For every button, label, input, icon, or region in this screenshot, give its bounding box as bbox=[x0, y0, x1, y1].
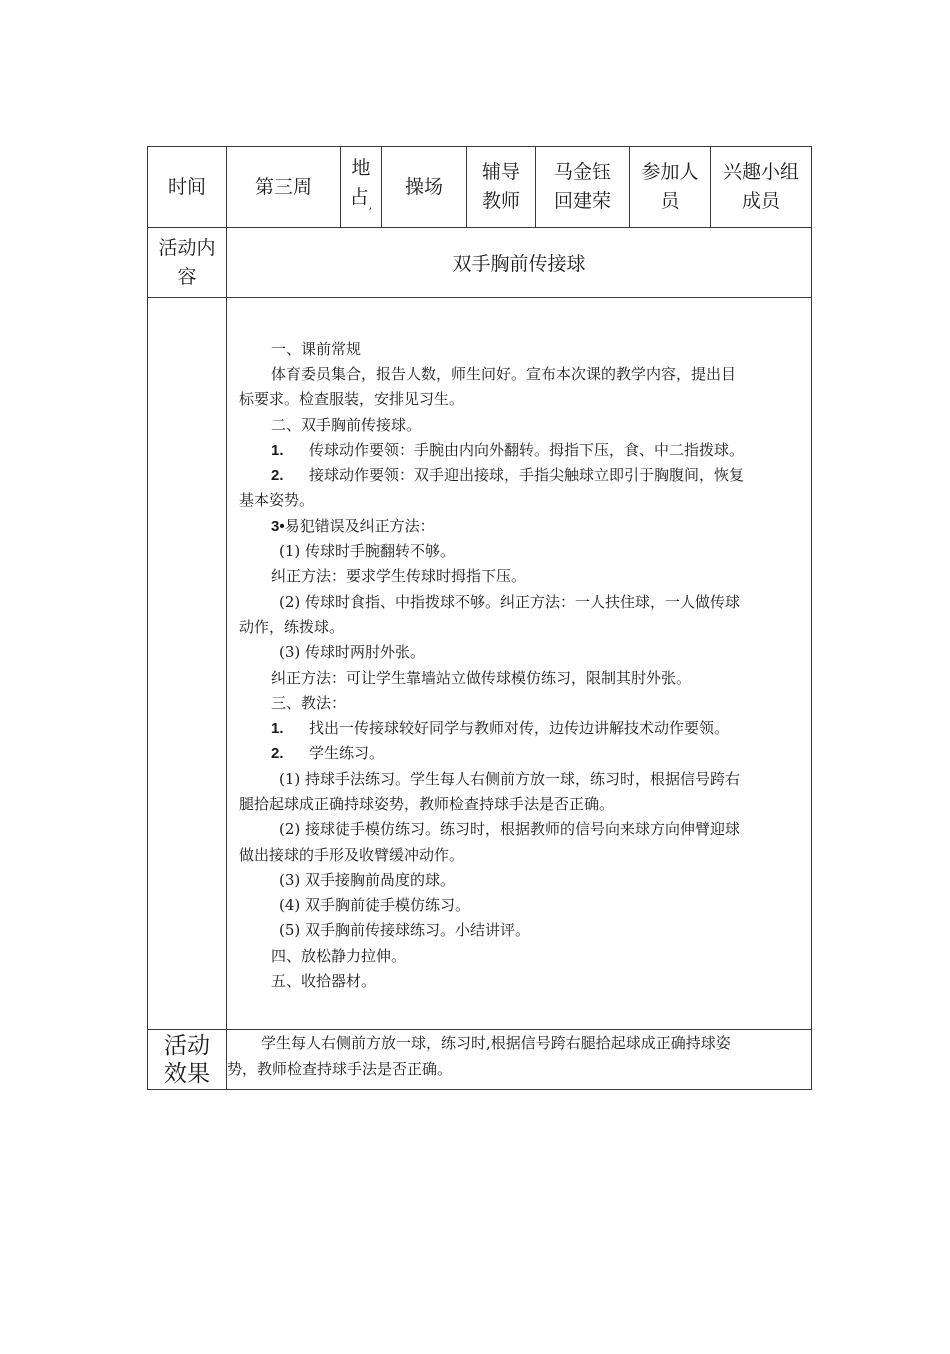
content-line: 三、教法： bbox=[271, 693, 347, 712]
content-line: 二、双手胸前传接球。 bbox=[271, 415, 422, 434]
content-line: 基本姿势。 bbox=[239, 491, 315, 510]
content-line: 1. 找出一传接球较好同学与教师对传，边传边讲解技术动作要领。 bbox=[239, 716, 799, 741]
effect-line: 势，教师检查持球手法是否正确。 bbox=[227, 1060, 453, 1078]
content-line: 纠正方法：要求学生传球时拇指下压。 bbox=[271, 567, 527, 586]
list-number: 2. bbox=[271, 467, 284, 485]
content-line: (2) 接球徒手模仿练习。练习时，根据教师的信号向来球方向伸臂迎球 bbox=[279, 820, 741, 839]
place-label: 地 占$_,$ bbox=[341, 147, 382, 228]
content-line: 腿拾起球成正确持球姿势，教师检查持球手法是否正确。 bbox=[239, 794, 615, 813]
content-line: 1. 传球动作要领：手腕由内向外翻转。拇指下压，食、中二指拨球。 bbox=[239, 438, 799, 463]
time-label: 时间 bbox=[148, 147, 227, 228]
content-cell bbox=[227, 298, 812, 1030]
topic-title: 双手胸前传接球 bbox=[227, 228, 812, 298]
place-value: 操场 bbox=[382, 147, 467, 228]
content-line: (4) 双手胸前徒手模仿练习。 bbox=[279, 896, 471, 915]
content-line: 四、放松静力拉伸。 bbox=[271, 946, 407, 965]
content-line: (5) 双手胸前传接球练习。小结讲评。 bbox=[279, 921, 531, 940]
week-value: 第三周 bbox=[227, 147, 341, 228]
content-line: 五、收拾器材。 bbox=[271, 972, 377, 991]
activity-plan-table bbox=[147, 146, 812, 1090]
content-label-cell bbox=[148, 298, 227, 1030]
content-line: (3) 双手接胸前咼度的球。 bbox=[279, 870, 456, 889]
list-number: 1. bbox=[271, 441, 284, 459]
participants-value: 兴趣小组 成员 bbox=[711, 147, 812, 228]
tutor-label: 辅导 教师 bbox=[467, 147, 536, 228]
tutor-names: 马金钰 回建荣 bbox=[536, 147, 630, 228]
content-line: (1) 传球时手腕翻转不够。 bbox=[279, 542, 456, 561]
content-line: 2. 学生练习。 bbox=[239, 741, 799, 766]
topic-label: 活动内 容 bbox=[148, 228, 227, 298]
content-line: 3•易犯错误及纠正方法： bbox=[239, 514, 799, 539]
list-number: 3• bbox=[271, 517, 285, 535]
list-number: 1. bbox=[271, 720, 284, 738]
participants-label: 参加人 员 bbox=[630, 147, 711, 228]
effect-row bbox=[148, 1030, 812, 1090]
list-number: 2. bbox=[271, 745, 284, 763]
content-line: (3) 传球时两肘外张。 bbox=[279, 643, 426, 662]
content-line: 2. 接球动作要领：双手迎出接球，手指尖触球立即引于胸腹间，恢复 bbox=[239, 463, 799, 488]
content-line: 体育委员集合，报告人数，师生问好。宣布本次课的教学内容，提出目 bbox=[271, 364, 737, 383]
content-row bbox=[148, 298, 812, 1030]
effect-text bbox=[227, 1030, 812, 1090]
topic-row bbox=[148, 228, 812, 298]
effect-line: 学生每人右侧前方放一球，练习时,根据信号跨右腿拾起球成正确持球姿 bbox=[261, 1034, 731, 1052]
lesson-content bbox=[227, 333, 811, 995]
content-line: 纠正方法：可让学生靠墙站立做传球模仿练习，限制其肘外张。 bbox=[271, 668, 692, 687]
content-line: 标要求。检查服装，安排见习生。 bbox=[239, 390, 465, 409]
content-line: (1) 持球手法练习。学生每人右侧前方放一球，练习时，根据信号跨右 bbox=[279, 769, 741, 788]
content-line: (2) 传球时食指、中指拨球不够。纠正方法：一人扶住球，一人做传球 bbox=[279, 592, 741, 611]
content-line: 做出接球的手形及收臂缓冲动作。 bbox=[239, 845, 465, 864]
content-line: 动作，练拨球。 bbox=[239, 617, 345, 636]
content-line: 一、课前常规 bbox=[271, 339, 362, 358]
effect-label: 活动 效果 bbox=[148, 1030, 227, 1090]
header-row bbox=[148, 147, 812, 228]
